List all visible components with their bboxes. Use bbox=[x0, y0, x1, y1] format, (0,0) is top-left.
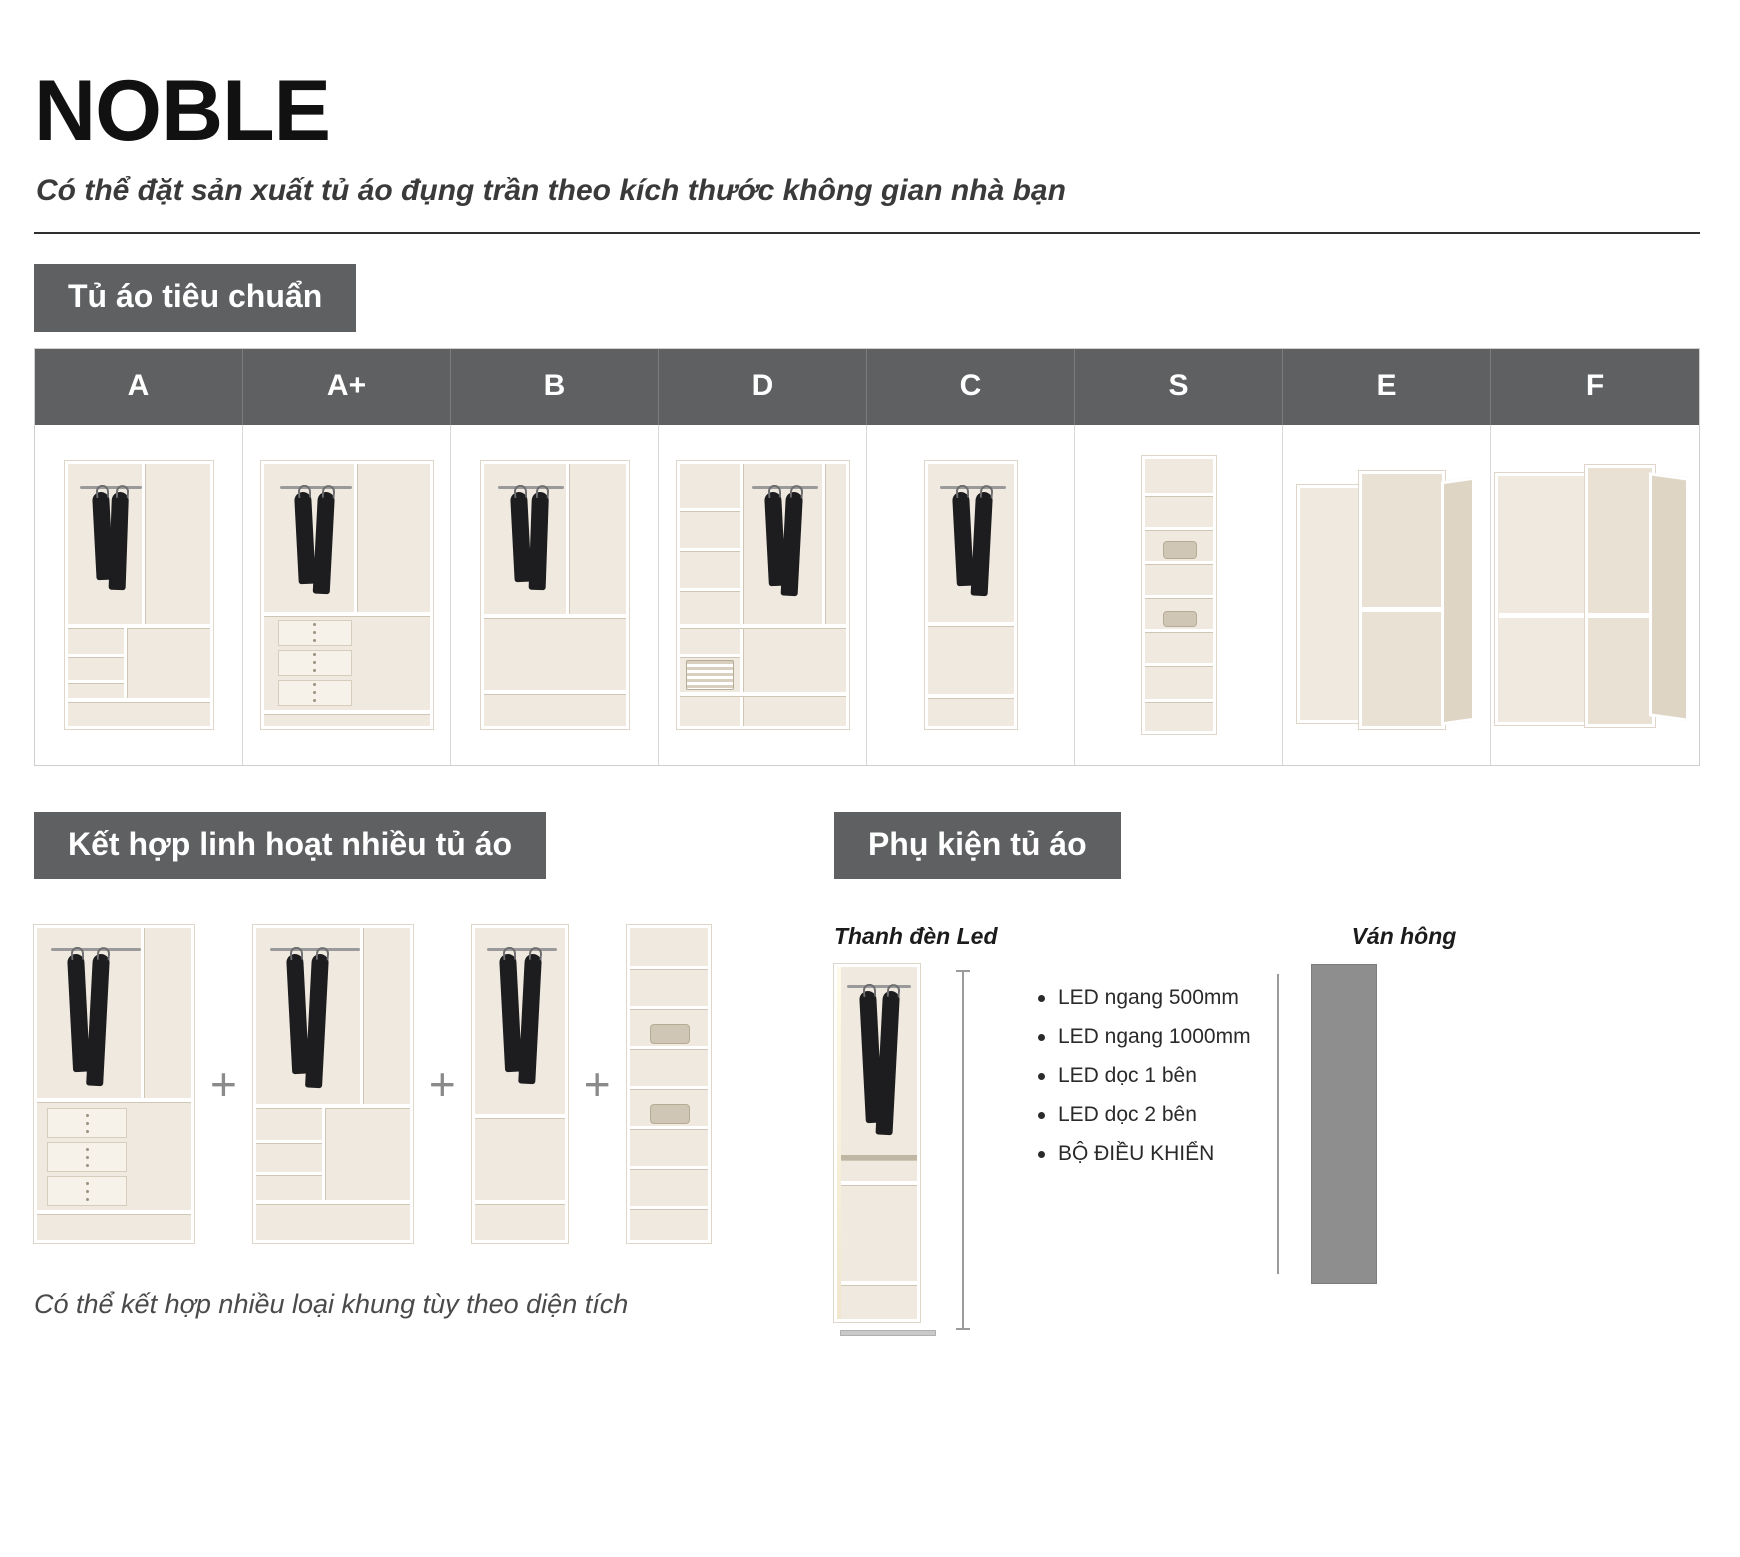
page-title: NOBLE bbox=[34, 63, 330, 159]
accessories-content bbox=[834, 964, 1700, 1336]
combination-note: Có thể kết hợp nhiều loại khung tùy theo diện tích bbox=[34, 1289, 629, 1320]
led-option-item: LED dọc 2 bên bbox=[1038, 1103, 1251, 1127]
combo-wardrobe-aplus bbox=[34, 925, 194, 1243]
wardrobe-drawing-c bbox=[925, 461, 1017, 729]
column-header-e: E bbox=[1283, 349, 1491, 425]
wardrobe-drawing-s bbox=[1142, 456, 1216, 734]
column-header-aplus: A+ bbox=[243, 349, 451, 425]
wardrobe-cell-s bbox=[1075, 425, 1283, 765]
wardrobe-drawing-d bbox=[677, 461, 849, 729]
standard-section-header bbox=[34, 264, 1710, 332]
wardrobe-drawing-b bbox=[481, 461, 629, 729]
led-strip-bar bbox=[840, 1330, 936, 1336]
led-group-label: Thanh đèn Led bbox=[833, 923, 998, 950]
wardrobe-cell-aplus bbox=[243, 425, 451, 765]
wardrobe-drawing-aplus bbox=[261, 461, 433, 729]
wardrobe-drawing-e bbox=[1297, 461, 1477, 729]
combo-wardrobe-c bbox=[472, 925, 568, 1243]
combination-section-title: Kết hợp linh hoạt nhiều tủ áo bbox=[34, 812, 546, 880]
standard-table-image-row bbox=[35, 425, 1699, 765]
wardrobe-cell-f bbox=[1491, 425, 1699, 765]
led-option-item: LED ngang 1000mm bbox=[1038, 1025, 1251, 1049]
led-illustration-group bbox=[834, 964, 1251, 1336]
wardrobe-cell-c bbox=[867, 425, 1075, 765]
column-header-a: A bbox=[35, 349, 243, 425]
led-option-item: BỘ ĐIỀU KHIỂN bbox=[1038, 1142, 1251, 1166]
combination-section bbox=[34, 812, 782, 1337]
column-header-f: F bbox=[1585, 368, 1605, 402]
wardrobe-drawing-a bbox=[65, 461, 213, 729]
side-panel-illustration bbox=[1311, 964, 1377, 1336]
wardrobe-cell-a bbox=[35, 425, 243, 765]
header-divider bbox=[34, 232, 1700, 234]
side-panel-board bbox=[1311, 964, 1377, 1284]
wardrobe-cell-e bbox=[1283, 425, 1491, 765]
wardrobe-cell-b bbox=[451, 425, 659, 765]
column-header-b: B bbox=[451, 349, 659, 425]
plus-sign-3: + bbox=[583, 1058, 611, 1111]
accessories-section-title: Phụ kiện tủ áo bbox=[834, 812, 1121, 880]
standard-section-title: Tủ áo tiêu chuẩn bbox=[34, 264, 356, 332]
side-panel-label: Ván hông bbox=[1351, 923, 1457, 950]
plus-sign-2: + bbox=[428, 1058, 456, 1111]
led-wardrobe-drawing bbox=[834, 964, 920, 1322]
wardrobe-drawing-f bbox=[1495, 461, 1695, 729]
column-header-s: S bbox=[1075, 349, 1283, 425]
wardrobe-cell-d bbox=[659, 425, 867, 765]
led-options-list bbox=[998, 980, 1251, 1320]
led-option-item: LED ngang 500mm bbox=[1038, 986, 1251, 1010]
column-header-d: D bbox=[659, 349, 867, 425]
page-subtitle: Có thể đặt sản xuất tủ áo đụng trần theo kích thước không gian nhà bạn bbox=[36, 174, 1066, 207]
accessories-section bbox=[834, 812, 1700, 1337]
accessories-labels-row bbox=[834, 923, 1700, 950]
combination-row bbox=[34, 925, 782, 1243]
combo-wardrobe-b bbox=[253, 925, 413, 1243]
combo-wardrobe-s bbox=[627, 925, 711, 1243]
lower-area bbox=[34, 812, 1700, 1337]
column-header-c: C bbox=[867, 349, 1075, 425]
plus-sign-1: + bbox=[210, 1058, 237, 1111]
standard-wardrobe-table bbox=[34, 348, 1700, 766]
side-panel-scale bbox=[1277, 974, 1279, 1274]
led-height-scale bbox=[950, 964, 976, 1336]
led-option-item: LED dọc 1 bên bbox=[1038, 1064, 1251, 1088]
standard-table-header-row bbox=[35, 349, 1699, 425]
